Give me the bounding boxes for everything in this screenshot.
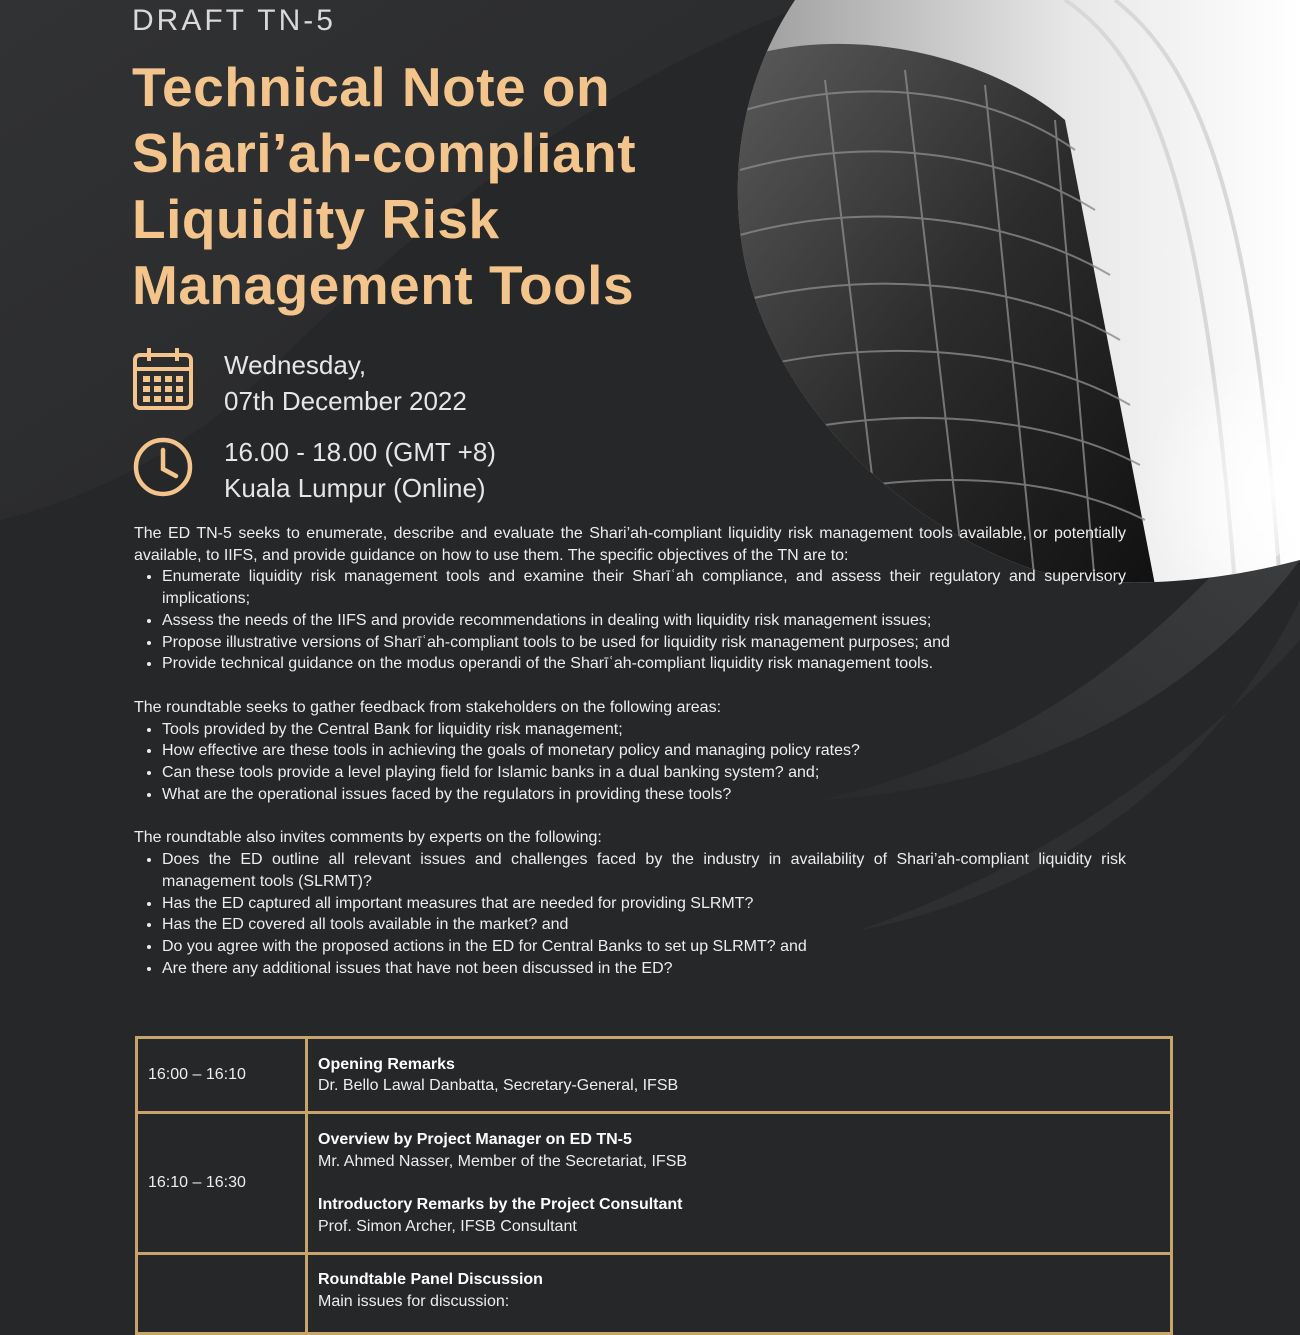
comments-list xyxy=(134,849,1126,979)
agenda-description xyxy=(307,1113,1172,1254)
list-item: • Tools provided by the Central Bank for liquidity risk management; xyxy=(162,719,1126,741)
list-item: • How effective are these tools in achieving the goals of monetary policy and managing policy rates? xyxy=(162,740,1126,762)
agenda-description xyxy=(307,1038,1172,1113)
time-line: 16.00 - 18.00 (GMT +8) xyxy=(224,437,496,467)
list-item: • Can these tools provide a level playing field for Islamic banks in a dual banking system? and; xyxy=(162,762,1126,784)
table-row xyxy=(137,1038,1172,1113)
list-item: • Do you agree with the proposed actions in the ED for Central Banks to set up SLRMT? and xyxy=(162,936,1126,958)
agenda-table xyxy=(135,1036,1173,1335)
agenda-item-speaker: Dr. Bello Lawal Danbatta, Secretary-General, IFSB xyxy=(318,1077,679,1094)
agenda-item-speaker: Mr. Ahmed Nasser, Member of the Secretariat, IFSB xyxy=(318,1152,688,1170)
agenda-item-speaker: Prof. Simon Archer, IFSB Consultant xyxy=(318,1217,577,1235)
agenda-item-title: Roundtable Panel Discussion xyxy=(318,1271,543,1288)
objectives-list xyxy=(134,566,1126,675)
clock-icon xyxy=(132,434,194,500)
agenda-item-title: Opening Remarks xyxy=(318,1055,455,1073)
list-item: • Are there any additional issues that have not been discussed in the ED? xyxy=(162,958,1126,980)
list-item: • Has the ED covered all tools available in the market? and xyxy=(162,914,1126,936)
description xyxy=(134,523,1126,979)
agenda-item-title: Overview by Project Manager on ED TN-5 xyxy=(318,1131,632,1148)
list-item: • Assess the needs of the IIFS and provide recommendations in dealing with liquidity risk management issues; xyxy=(162,610,1126,632)
intro-paragraph: The ED TN-5 seeks to enumerate, describe and evaluate the Shari’ah-compliant liquidity risk management tools available, or potentially available, to IIFS, and provide guidance on how to use them. The specific objectives of the TN are to: xyxy=(134,525,1126,564)
list-item: • What are the operational issues faced by the regulators in providing these tools? xyxy=(162,784,1126,806)
agenda-time xyxy=(137,1254,307,1334)
list-item: • Provide technical guidance on the modus operandi of the Sharīʿah-compliant liquidity risk management tools. xyxy=(162,653,1126,675)
agenda-description xyxy=(307,1254,1172,1334)
agenda-item-note: Main issues for discussion: xyxy=(318,1292,510,1310)
page-title xyxy=(132,54,752,318)
feedback-paragraph: The roundtable seeks to gather feedback from stakeholders on the following areas: xyxy=(134,698,722,716)
feedback-list xyxy=(134,719,1126,806)
table-row xyxy=(137,1254,1172,1334)
location-line: Kuala Lumpur (Online) xyxy=(224,473,486,503)
title-line: Shari’ah-compliant xyxy=(132,122,637,184)
agenda-item-title: Introductory Remarks by the Project Consultant xyxy=(318,1196,683,1213)
date-line: Wednesday, xyxy=(224,350,367,380)
calendar-icon xyxy=(132,346,194,412)
list-item: • Propose illustrative versions of Sharīʿah-compliant tools to be used for liquidity risk management purposes; and xyxy=(162,632,1126,654)
agenda-time: 16:10 – 16:30 xyxy=(137,1113,307,1254)
list-item: • Does the ED outline all relevant issues and challenges faced by the industry in availability of Shari’ah-compliant liquidity risk management tools (SLRMT)? xyxy=(162,849,1126,892)
list-item: • Has the ED captured all important measures that are needed for providing SLRMT? xyxy=(162,893,1126,915)
agenda-time: 16:00 – 16:10 xyxy=(137,1038,307,1113)
table-row xyxy=(137,1113,1172,1254)
title-line: Management Tools xyxy=(132,254,635,316)
date-line: 07th December 2022 xyxy=(224,386,467,416)
comments-paragraph: The roundtable also invites comments by experts on the following: xyxy=(134,829,602,847)
title-line: Technical Note on xyxy=(132,56,611,118)
list-item: • Enumerate liquidity risk management tools and examine their Sharīʿah compliance, and assess their regulatory and supervisory implications; xyxy=(162,566,1126,609)
draft-label: DRAFT TN-5 xyxy=(132,4,336,37)
title-line: Liquidity Risk xyxy=(132,188,500,250)
